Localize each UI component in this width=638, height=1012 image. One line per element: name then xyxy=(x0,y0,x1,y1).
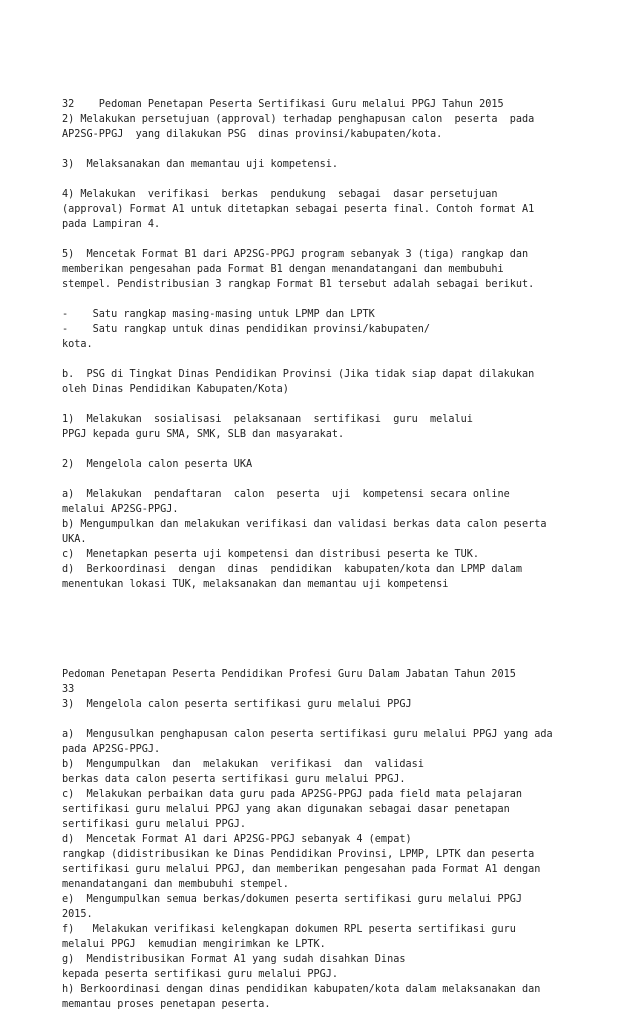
text-line: 33 xyxy=(62,684,75,695)
text-line: (approval) Format A1 untuk ditetapkan sebagai peserta final. Contoh format A1 xyxy=(62,204,535,215)
text-line: stempel. Pendistribusian 3 rangkap Format B1 tersebut adalah sebagai berikut. xyxy=(62,279,535,290)
text-line: AP2SG-PPGJ yang dilakukan PSG dinas provinsi/kabupaten/kota. xyxy=(62,129,443,140)
text-line: kepada peserta sertifikasi guru melalui PPGJ. xyxy=(62,969,339,980)
text-line: pada Lampiran 4. xyxy=(62,219,161,230)
text-line: c) Menetapkan peserta uji kompetensi dan distribusi peserta ke TUK. xyxy=(62,549,480,560)
text-line: d) Mencetak Format A1 dari AP2SG-PPGJ sebanyak 4 (empat) xyxy=(62,834,412,845)
text-line: PPGJ kepada guru SMA, SMK, SLB dan masyarakat. xyxy=(62,429,345,440)
text-line: menandatangani dan membubuhi stempel. xyxy=(62,879,289,890)
text-line: g) Mendistribusikan Format A1 yang sudah disahkan Dinas xyxy=(62,954,406,965)
text-line: kota. xyxy=(62,339,93,350)
text-line: sertifikasi guru melalui PPGJ. xyxy=(62,819,247,830)
paragraph xyxy=(62,97,622,142)
text-line: UKA. xyxy=(62,534,87,545)
paragraph xyxy=(62,157,622,172)
text-line: 1) Melakukan sosialisasi pelaksanaan sertifikasi guru melalui xyxy=(62,414,473,425)
document-body xyxy=(62,97,622,1012)
text-line: f) Melakukan verifikasi kelengkapan dokumen RPL peserta sertifikasi guru xyxy=(62,924,516,935)
text-line: 2015. xyxy=(62,909,93,920)
text-line: 4) Melakukan verifikasi berkas pendukung sebagai dasar persetujuan xyxy=(62,189,498,200)
paragraph xyxy=(62,667,622,712)
text-line: d) Berkoordinasi dengan dinas pendidikan kabupaten/kota dan LPMP dalam xyxy=(62,564,523,575)
paragraph xyxy=(62,307,622,352)
text-line: 32 Pedoman Penetapan Peserta Sertifikasi Guru melalui PPGJ Tahun 2015 xyxy=(62,99,504,110)
text-line: memantau proses penetapan peserta. xyxy=(62,999,271,1010)
text-line: 3) Mengelola calon peserta sertifikasi guru melalui PPGJ xyxy=(62,699,412,710)
text-line: memberikan pengesahan pada Format B1 dengan menandatangani dan membubuhi xyxy=(62,264,504,275)
paragraph xyxy=(62,187,622,232)
text-line: h) Berkoordinasi dengan dinas pendidikan kabupaten/kota dalam melaksanakan dan xyxy=(62,984,541,995)
text-line: - Satu rangkap untuk dinas pendidikan provinsi/kabupaten/ xyxy=(62,324,431,335)
text-line: melalui PPGJ kemudian mengirimkan ke LPTK. xyxy=(62,939,326,950)
text-line: a) Mengusulkan penghapusan calon peserta sertifikasi guru melalui PPGJ yang ada xyxy=(62,729,553,740)
text-line: rangkap (didistribusikan ke Dinas Pendidikan Provinsi, LPMP, LPTK dan peserta xyxy=(62,849,535,860)
paragraph xyxy=(62,412,622,442)
text-line: - Satu rangkap masing-masing untuk LPMP dan LPTK xyxy=(62,309,375,320)
paragraph xyxy=(62,457,622,472)
text-line: Pedoman Penetapan Peserta Pendidikan Profesi Guru Dalam Jabatan Tahun 2015 xyxy=(62,669,516,680)
text-line: 3) Melaksanakan dan memantau uji kompetensi. xyxy=(62,159,339,170)
paragraph xyxy=(62,487,622,592)
text-line: sertifikasi guru melalui PPGJ, dan memberikan pengesahan pada Format A1 dengan xyxy=(62,864,541,875)
text-line: c) Melakukan perbaikan data guru pada AP2SG-PPGJ pada field mata pelajaran xyxy=(62,789,523,800)
text-line: a) Melakukan pendaftaran calon peserta uji kompetensi secara online xyxy=(62,489,510,500)
text-line: b. PSG di Tingkat Dinas Pendidikan Provinsi (Jika tidak siap dapat dilakukan xyxy=(62,369,535,380)
text-line: 2) Melakukan persetujuan (approval) terhadap penghapusan calon peserta pada xyxy=(62,114,535,125)
text-line: b) Mengumpulkan dan melakukan verifikasi dan validasi xyxy=(62,759,424,770)
text-line: melalui AP2SG-PPGJ. xyxy=(62,504,179,515)
paragraph xyxy=(62,367,622,397)
text-line: menentukan lokasi TUK, melaksanakan dan memantau uji kompetensi xyxy=(62,579,449,590)
paragraph xyxy=(62,247,622,292)
text-line: 2) Mengelola calon peserta UKA xyxy=(62,459,253,470)
text-line: b) Mengumpulkan dan melakukan verifikasi dan validasi berkas data calon peserta xyxy=(62,519,547,530)
text-line: 5) Mencetak Format B1 dari AP2SG-PPGJ program sebanyak 3 (tiga) rangkap dan xyxy=(62,249,529,260)
paragraph xyxy=(62,727,622,1012)
text-line: sertifikasi guru melalui PPGJ yang akan digunakan sebagai dasar penetapan xyxy=(62,804,510,815)
text-line: berkas data calon peserta sertifikasi guru melalui PPGJ. xyxy=(62,774,406,785)
text-line: e) Mengumpulkan semua berkas/dokumen peserta sertifikasi guru melalui PPGJ xyxy=(62,894,523,905)
text-line: oleh Dinas Pendidikan Kabupaten/Kota) xyxy=(62,384,289,395)
text-line: pada AP2SG-PPGJ. xyxy=(62,744,161,755)
